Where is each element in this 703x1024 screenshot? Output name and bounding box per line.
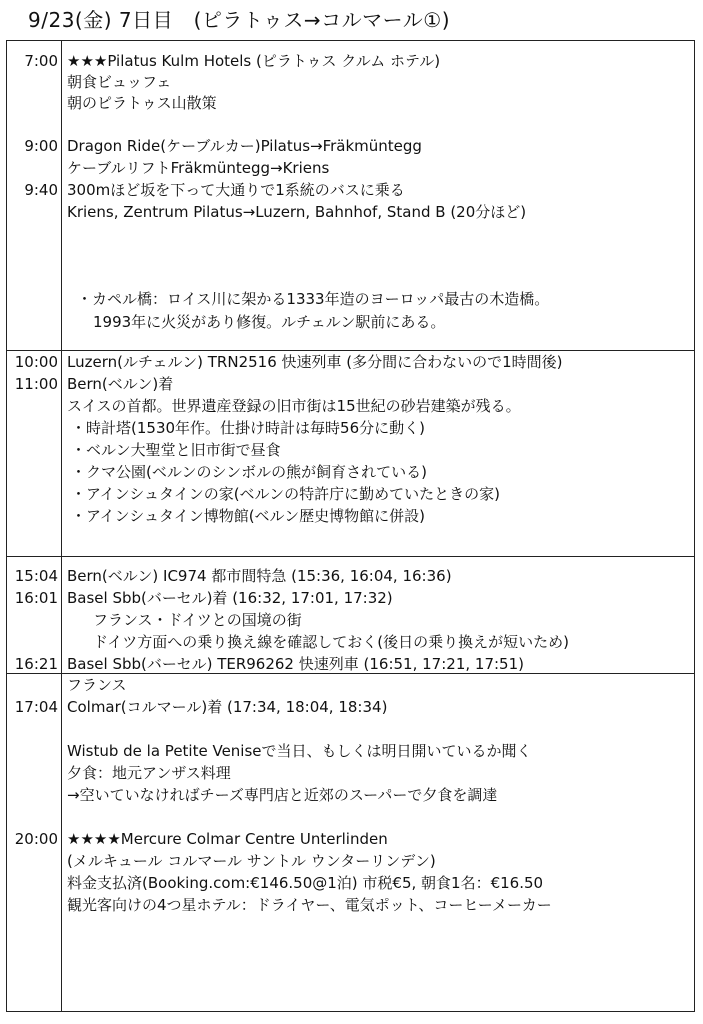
table-row	[7, 50, 694, 72]
entry-text: ★★★Pilatus Kulm Hotels (ピラトゥス クルム ホテル)	[67, 52, 441, 70]
table-row	[7, 762, 694, 784]
section-basel	[7, 556, 694, 674]
page-title: 9/23(金) 7日目 (ピラトゥス→コルマール①)	[28, 8, 450, 32]
table-row	[7, 828, 694, 850]
time-cell: 9:40	[24, 181, 58, 199]
entry-text: 300mほど坂を下って大通りで1系統のバスに乗る	[67, 181, 405, 199]
entry-text: ケーブルリフトFräkmüntegg→Kriens	[67, 159, 330, 177]
time-cell: 7:00	[24, 52, 58, 70]
table-row	[7, 373, 694, 395]
time-cell: 20:00	[14, 830, 58, 848]
bullet-item: ・アインシュタインの家(ベルンの特許庁に勤めていたときの家)	[71, 485, 501, 503]
bullet-text: 時計塔(1530年作。仕掛け時計は毎時56分に動く)	[86, 419, 425, 437]
bullet-text: アインシュタイン博物館(ベルン歴史博物館に併設)	[86, 507, 426, 525]
entry-text: Basel Sbb(バーセル)着 (16:32, 17:01, 17:32)	[67, 589, 393, 607]
entry-text: Bern(ベルン) IC974 都市間特急 (15:36, 16:04, 16:36)	[67, 567, 452, 585]
entry-text: Dragon Ride(ケーブルカー)Pilatus→Fräkmüntegg	[67, 137, 422, 155]
entry-text: (メルキュール コルマール サントル ウンターリンデン)	[67, 852, 436, 870]
entry-text: 朝食ビュッフェ	[67, 73, 172, 91]
entry-text: ★★★★Mercure Colmar Centre Unterlinden	[67, 830, 388, 848]
entry-text: Basel Sbb(バーセル) TER96262 快速列車 (16:51, 17:21, 17:51)	[67, 655, 524, 673]
itinerary-table	[6, 40, 695, 1012]
table-row	[7, 587, 694, 609]
time-cell: 15:04	[14, 567, 58, 585]
time-cell: 17:04	[14, 698, 58, 716]
time-cell: 16:01	[14, 589, 58, 607]
table-row	[7, 609, 694, 631]
bullet-item: ・クマ公園(ベルンのシンボルの熊が飼育されている)	[71, 463, 427, 481]
table-row	[7, 674, 694, 696]
entry-text: フランス・ドイツとの国境の街	[93, 611, 302, 629]
table-row	[7, 395, 694, 417]
table-row	[7, 351, 694, 373]
bullet-item: ・カペル橋：ロイス川に架かる1333年造のヨーロッパ最古の木造橋。	[77, 290, 550, 308]
table-row	[7, 288, 694, 310]
table-row	[7, 850, 694, 872]
table-row	[7, 872, 694, 894]
time-cell: 9:00	[24, 137, 58, 155]
table-row	[7, 784, 694, 806]
time-cell: 16:21	[14, 655, 58, 673]
table-row	[7, 631, 694, 653]
bullet-text: クマ公園(ベルンのシンボルの熊が飼育されている)	[86, 463, 427, 481]
bullet-text: アインシュタインの家(ベルンの特許庁に勤めていたときの家)	[86, 485, 501, 503]
entry-text: 1993年に火災があり修復。ルチェルン駅前にある。	[93, 313, 446, 331]
entry-text: →空いていなければチーズ専門店と近郊のスーパーで夕食を調達	[67, 786, 498, 804]
section-colmar	[7, 673, 694, 1012]
table-row	[7, 157, 694, 179]
table-row	[7, 894, 694, 916]
table-row	[7, 311, 694, 333]
table-row	[7, 696, 694, 718]
table-row	[7, 201, 694, 223]
bullet-item: ・アインシュタイン博物館(ベルン歴史博物館に併設)	[71, 507, 426, 525]
section-bern	[7, 350, 694, 557]
table-row	[7, 740, 694, 762]
table-row	[7, 565, 694, 587]
section-morning	[7, 41, 694, 350]
table-row	[7, 179, 694, 201]
time-cell: 11:00	[14, 375, 58, 393]
table-row	[7, 439, 694, 461]
table-row	[7, 483, 694, 505]
table-row	[7, 417, 694, 439]
entry-text: Kriens, Zentrum Pilatus→Luzern, Bahnhof, Stand B (20分ほど)	[67, 203, 527, 221]
entry-text: 朝のピラトゥス山散策	[67, 94, 217, 112]
entry-text: Wistub de la Petite Veniseで当日、もしくは明日開いているか聞く	[67, 742, 532, 760]
country-label: フランス	[67, 676, 127, 694]
entry-text: 夕食：地元アンザス料理	[67, 764, 231, 782]
table-row	[7, 653, 694, 675]
time-cell: 10:00	[14, 353, 58, 371]
entry-text: 観光客向けの4つ星ホテル：ドライヤー、電気ポット、コーヒーメーカー	[67, 896, 552, 914]
bullet-item: ・時計塔(1530年作。仕掛け時計は毎時56分に動く)	[71, 419, 425, 437]
table-row	[7, 92, 694, 114]
entry-text: 料金支払済(Booking.com:€146.50@1泊) 市税€5, 朝食1名：€16.50	[67, 874, 544, 892]
table-row	[7, 71, 694, 93]
entry-text: スイスの首都。世界遺産登録の旧市街は15世紀の砂岩建築が残る。	[67, 397, 521, 415]
table-row	[7, 461, 694, 483]
bullet-text: カペル橋：ロイス川に架かる1333年造のヨーロッパ最古の木造橋。	[92, 290, 550, 308]
bullet-item: ・ベルン大聖堂と旧市街で昼食	[71, 441, 281, 459]
bullet-text: ベルン大聖堂と旧市街で昼食	[86, 441, 281, 459]
table-row	[7, 135, 694, 157]
table-row	[7, 505, 694, 527]
entry-text: Colmar(コルマール)着 (17:34, 18:04, 18:34)	[67, 698, 388, 716]
entry-text: Luzern(ルチェルン) TRN2516 快速列車 (多分間に合わないので1時間後)	[67, 353, 563, 371]
entry-text: Bern(ベルン)着	[67, 375, 174, 393]
entry-text: ドイツ方面への乗り換え線を確認しておく(後日の乗り換えが短いため)	[93, 633, 569, 651]
